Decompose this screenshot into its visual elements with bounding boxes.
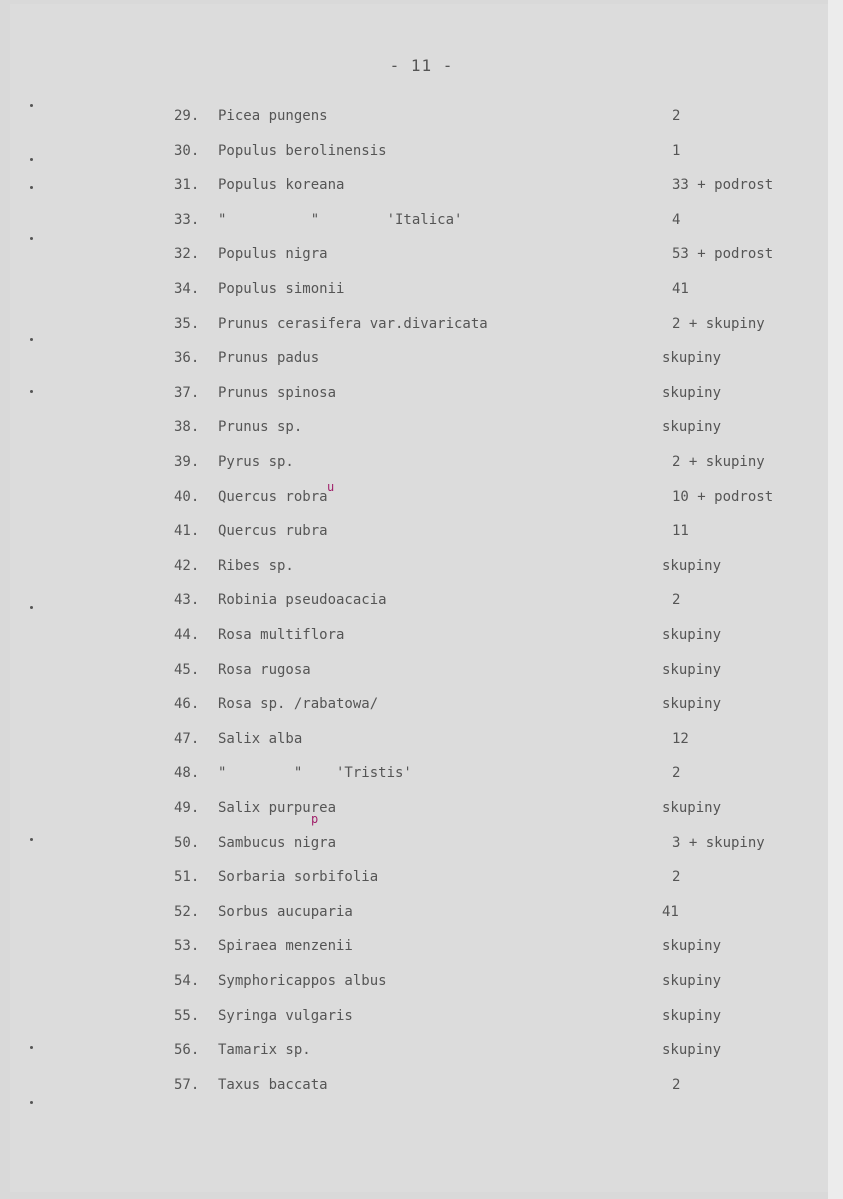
quantity: 2 <box>672 592 681 608</box>
quantity: 10 + podrost <box>672 489 774 505</box>
quantity: skupiny <box>662 627 722 643</box>
list-item <box>0 281 843 305</box>
item-number: 49. <box>174 800 200 816</box>
punch-mark <box>30 237 33 240</box>
item-number: 46. <box>174 696 200 712</box>
item-number: 47. <box>174 731 200 747</box>
list-item <box>0 489 843 513</box>
quantity: skupiny <box>662 350 722 366</box>
species-name: Tamarix sp. <box>218 1042 311 1058</box>
list-item <box>0 1008 843 1032</box>
quantity: skupiny <box>662 696 722 712</box>
quantity: 2 <box>672 108 681 124</box>
list-item <box>0 1042 843 1066</box>
species-name: Sorbus aucuparia <box>218 904 353 920</box>
quantity: skupiny <box>662 419 722 435</box>
species-name: Sambucus nigra <box>218 835 337 851</box>
item-number: 56. <box>174 1042 200 1058</box>
quantity: 2 + skupiny <box>672 454 765 470</box>
item-number: 50. <box>174 835 200 851</box>
punch-mark <box>30 104 33 107</box>
quantity: 41 <box>662 904 679 920</box>
list-item <box>0 143 843 167</box>
list-item <box>0 419 843 443</box>
item-number: 42. <box>174 558 200 574</box>
list-item <box>0 696 843 720</box>
item-number: 32. <box>174 246 200 262</box>
list-item <box>0 350 843 374</box>
quantity: skupiny <box>662 973 722 989</box>
species-name: Salix alba <box>218 731 303 747</box>
species-name: " " 'Italica' <box>218 212 463 228</box>
quantity: 2 <box>672 765 681 781</box>
item-number: 51. <box>174 869 200 885</box>
species-name: Rosa multiflora <box>218 627 345 643</box>
item-number: 57. <box>174 1077 200 1093</box>
punch-mark <box>30 1101 33 1104</box>
item-number: 30. <box>174 143 200 159</box>
species-name: Spiraea menzenii <box>218 938 353 954</box>
species-name: Rosa rugosa <box>218 662 311 678</box>
list-item <box>0 835 843 859</box>
item-number: 44. <box>174 627 200 643</box>
list-item <box>0 523 843 547</box>
list-item <box>0 558 843 582</box>
quantity: 41 <box>672 281 689 297</box>
species-name: Populus berolinensis <box>218 143 387 159</box>
species-name: Quercus robra <box>218 489 328 505</box>
quantity: 53 + podrost <box>672 246 774 262</box>
quantity: skupiny <box>662 1008 722 1024</box>
handwritten-correction: u <box>327 480 335 494</box>
species-name: Prunus cerasifera var.divaricata <box>218 316 488 332</box>
item-number: 52. <box>174 904 200 920</box>
quantity: skupiny <box>662 800 722 816</box>
species-name: Prunus spinosa <box>218 385 337 401</box>
item-number: 53. <box>174 938 200 954</box>
item-number: 36. <box>174 350 200 366</box>
item-number: 41. <box>174 523 200 539</box>
list-item <box>0 627 843 651</box>
list-item <box>0 765 843 789</box>
item-number: 45. <box>174 662 200 678</box>
species-name: Rosa sp. /rabatowa/ <box>218 696 379 712</box>
list-item <box>0 973 843 997</box>
list-item <box>0 316 843 340</box>
item-number: 38. <box>174 419 200 435</box>
quantity: skupiny <box>662 385 722 401</box>
quantity: 12 <box>672 731 689 747</box>
list-item <box>0 1077 843 1101</box>
species-name: Robinia pseudoacacia <box>218 592 387 608</box>
list-item <box>0 662 843 686</box>
species-name: Quercus rubra <box>218 523 328 539</box>
quantity: 11 <box>672 523 689 539</box>
item-number: 35. <box>174 316 200 332</box>
species-name: Picea pungens <box>218 108 328 124</box>
species-name: Ribes sp. <box>218 558 294 574</box>
item-number: 34. <box>174 281 200 297</box>
quantity: 4 <box>672 212 681 228</box>
species-name: Symphoricappos albus <box>218 973 387 989</box>
quantity: skupiny <box>662 558 722 574</box>
quantity: 2 <box>672 1077 681 1093</box>
quantity: 2 + skupiny <box>672 316 765 332</box>
species-name: Populus koreana <box>218 177 345 193</box>
quantity: 2 <box>672 869 681 885</box>
item-number: 55. <box>174 1008 200 1024</box>
item-number: 29. <box>174 108 200 124</box>
species-name: Populus nigra <box>218 246 328 262</box>
list-item <box>0 212 843 236</box>
list-item <box>0 904 843 928</box>
quantity: 3 + skupiny <box>672 835 765 851</box>
page-number: - 11 - <box>389 56 454 75</box>
list-item <box>0 454 843 478</box>
species-name: Sorbaria sorbifolia <box>218 869 379 885</box>
species-name: Salix purpurea <box>218 800 337 816</box>
quantity: 33 + podrost <box>672 177 774 193</box>
species-name: Pyrus sp. <box>218 454 294 470</box>
species-name: Populus simonii <box>218 281 345 297</box>
list-item <box>0 731 843 755</box>
species-name: Taxus baccata <box>218 1077 328 1093</box>
item-number: 33. <box>174 212 200 228</box>
species-name: Prunus padus <box>218 350 320 366</box>
quantity: skupiny <box>662 662 722 678</box>
list-item <box>0 177 843 201</box>
list-item <box>0 938 843 962</box>
list-item <box>0 869 843 893</box>
item-number: 40. <box>174 489 200 505</box>
list-item <box>0 246 843 270</box>
list-item <box>0 385 843 409</box>
quantity: 1 <box>672 143 681 159</box>
species-name: Prunus sp. <box>218 419 303 435</box>
quantity: skupiny <box>662 1042 722 1058</box>
item-number: 37. <box>174 385 200 401</box>
species-name: " " 'Tristis' <box>218 765 412 781</box>
item-number: 39. <box>174 454 200 470</box>
quantity: skupiny <box>662 938 722 954</box>
item-number: 54. <box>174 973 200 989</box>
item-number: 48. <box>174 765 200 781</box>
list-item <box>0 800 843 824</box>
item-number: 43. <box>174 592 200 608</box>
list-item <box>0 592 843 616</box>
species-name: Syringa vulgaris <box>218 1008 353 1024</box>
item-number: 31. <box>174 177 200 193</box>
handwritten-correction: p <box>311 812 319 826</box>
list-item <box>0 108 843 132</box>
